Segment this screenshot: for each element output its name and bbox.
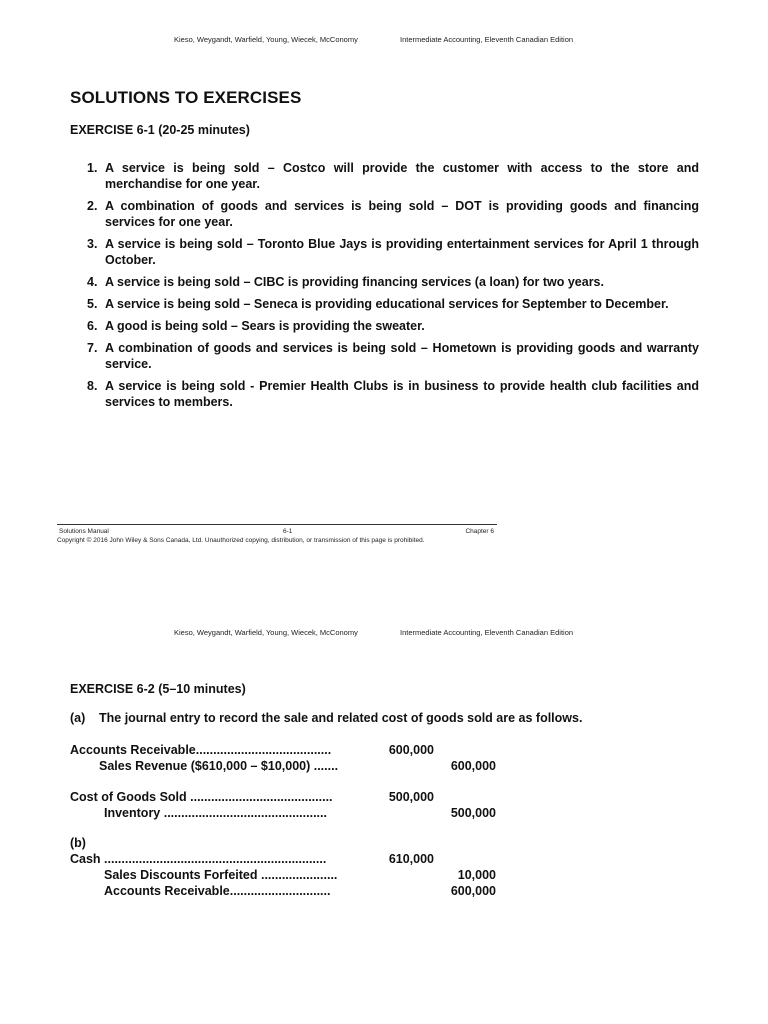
answer-item xyxy=(70,378,699,410)
journal-debit: 500,000 xyxy=(388,790,434,804)
part-a-text: The journal entry to record the sale and related cost of goods sold are as follows. xyxy=(99,711,583,725)
journal-credit: 500,000 xyxy=(450,806,496,820)
answer-number: 1. xyxy=(87,161,98,175)
exercise-6-1-answers xyxy=(70,160,699,416)
header-authors: Kieso, Weygandt, Warfield, Young, Wiecek, McConomy xyxy=(174,35,358,44)
journal-account: Sales Discounts Forfeited ...................... xyxy=(104,868,338,882)
answer-number: 2. xyxy=(87,199,98,213)
answer-text: A service is being sold – Seneca is providing educational services for September to December. xyxy=(105,297,669,311)
footer-copyright: Copyright © 2016 John Wiley & Sons Canada, Ltd. Unauthorized copying, distribution, or transmission of this page is prohibited. xyxy=(57,537,425,544)
answer-item xyxy=(70,160,699,192)
journal-account: Cost of Goods Sold ......................................... xyxy=(70,790,333,804)
header-book-title: Intermediate Accounting, Eleventh Canadian Edition xyxy=(400,628,574,637)
answer-text: A service is being sold – CIBC is providing financing services (a loan) for two years. xyxy=(105,275,604,289)
answer-number: 4. xyxy=(87,275,98,289)
answer-item xyxy=(70,318,699,334)
page1-header xyxy=(0,35,768,49)
part-a-label: (a) xyxy=(70,711,86,725)
answer-number: 6. xyxy=(87,319,98,333)
footer-page-number: 6-1 xyxy=(283,528,293,535)
answer-item xyxy=(70,236,699,268)
answer-item xyxy=(70,340,699,372)
journal-debit: 600,000 xyxy=(388,743,434,757)
journal-credit: 10,000 xyxy=(457,868,496,882)
journal-account: Sales Revenue ($610,000 – $10,000) ....... xyxy=(99,759,339,773)
journal-row xyxy=(70,884,498,900)
answer-text: A combination of goods and services is being sold – Hometown is providing goods and warranty service. xyxy=(105,341,699,371)
footer-rule xyxy=(57,524,497,525)
answer-item xyxy=(70,296,699,312)
journal-account: Inventory ............................................... xyxy=(104,806,327,820)
section-title: SOLUTIONS TO EXERCISES xyxy=(70,88,302,107)
journal-credit: 600,000 xyxy=(450,759,496,773)
answer-text: A service is being sold - Premier Health Clubs is in business to provide health club facilities and services to members. xyxy=(105,379,699,409)
answer-number: 5. xyxy=(87,297,98,311)
header-authors: Kieso, Weygandt, Warfield, Young, Wiecek, McConomy xyxy=(174,628,358,637)
journal-row xyxy=(70,743,498,759)
journal-credit: 600,000 xyxy=(450,884,496,898)
exercise-6-1-title: EXERCISE 6-1 (20-25 minutes) xyxy=(70,123,250,137)
journal-row xyxy=(70,868,498,884)
page2-header xyxy=(0,628,768,642)
answer-text: A service is being sold – Toronto Blue Jays is providing entertainment services for April 1 through October. xyxy=(105,237,699,267)
journal-account: Accounts Receivable....................................... xyxy=(70,743,332,757)
footer-chapter: Chapter 6 xyxy=(465,528,494,535)
exercise-6-2-title: EXERCISE 6-2 (5–10 minutes) xyxy=(70,682,246,696)
footer-manual: Solutions Manual xyxy=(59,528,109,535)
answer-text: A combination of goods and services is being sold – DOT is providing goods and financing services for one year. xyxy=(105,199,699,229)
answer-number: 8. xyxy=(87,379,98,393)
journal-account: Accounts Receivable............................. xyxy=(104,884,331,898)
journal-debit: 610,000 xyxy=(388,852,434,866)
answer-number: 7. xyxy=(87,341,98,355)
journal-row xyxy=(70,759,498,775)
journal-row xyxy=(70,806,498,822)
part-b-label: (b) xyxy=(70,836,86,850)
answer-text: A service is being sold – Costco will provide the customer with access to the store and merchandise for one year. xyxy=(105,161,699,191)
answer-text: A good is being sold – Sears is providing the sweater. xyxy=(105,319,425,333)
journal-row xyxy=(70,852,498,868)
answer-item xyxy=(70,198,699,230)
header-book-title: Intermediate Accounting, Eleventh Canadian Edition xyxy=(400,35,574,44)
journal-row xyxy=(70,790,498,806)
answer-number: 3. xyxy=(87,237,98,251)
journal-account: Cash ................................................................ xyxy=(70,852,327,866)
answer-item xyxy=(70,274,699,290)
